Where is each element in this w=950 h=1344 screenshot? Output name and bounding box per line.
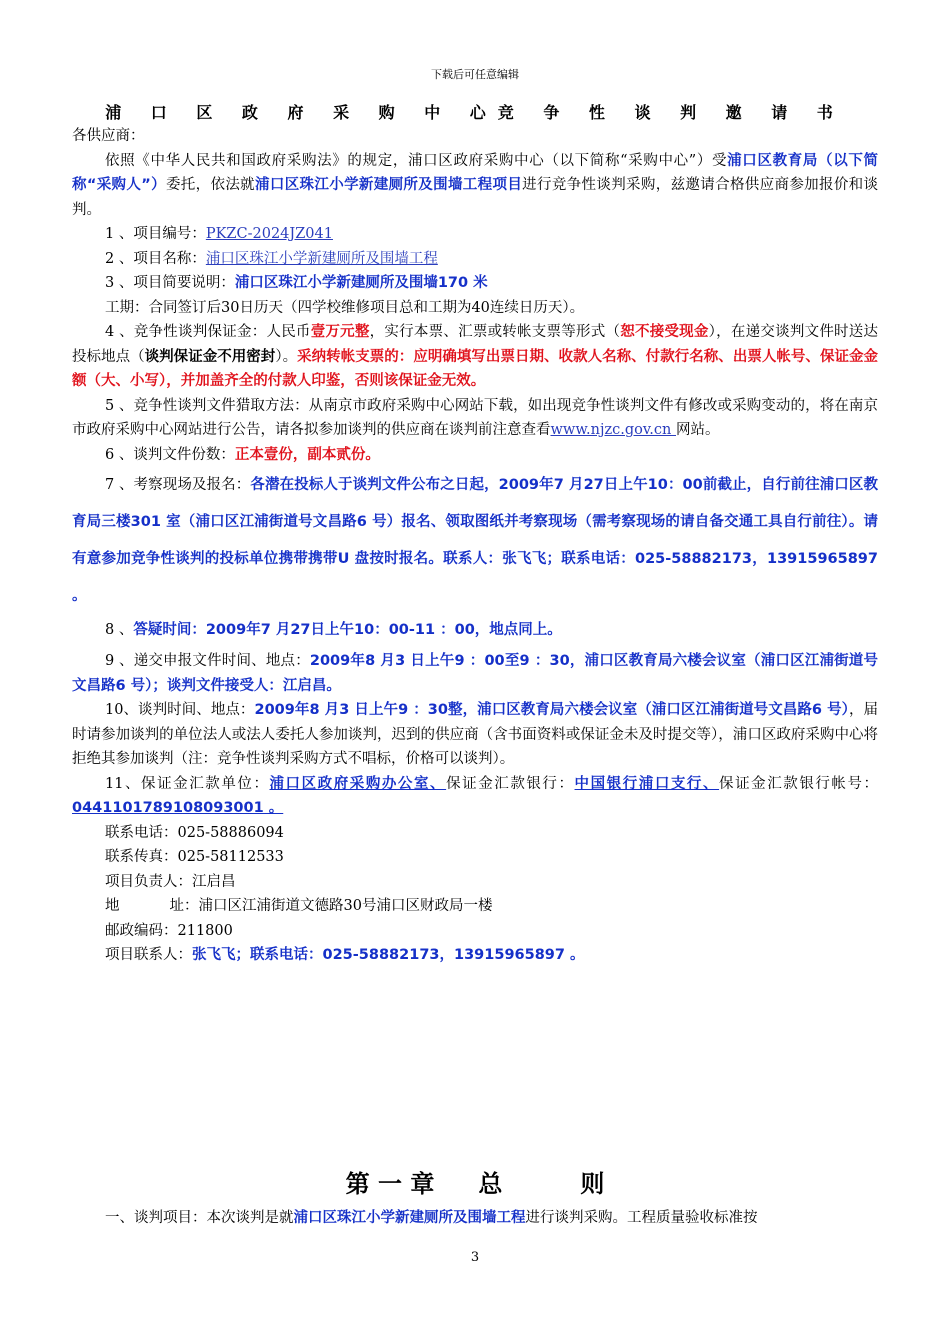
item2-label: 2 、项目名称： [105,250,206,267]
address [72,894,878,919]
contact-label: 项目联系人： [105,947,192,963]
deposit-unit: 浦口区政府采购办公室、 [269,775,447,792]
page-title: 浦 口 区 政 府 采 购 中 心竞 争 性 谈 判 邀 请 书 [105,103,845,122]
item4-no-cash: 恕不接受现金 [620,324,709,340]
item5-a: 5 、竞争性谈判文件猎取方法：从南京市政府采购中心网站下载，如出现竞争性谈判文件有修改或采购变动的，将在南京市政府采购中心网站进行公告，请各拟参加谈判的供应商在谈判前注意查看 [72,397,878,438]
item9-label: 9 、递交申报文件时间、地点： [105,653,310,669]
item-copies [72,443,878,468]
chapter-line-c: 进行谈判采购。工程质量验收标准按 [525,1210,758,1226]
deposit-account-number: 0441101789108093001 。 [72,800,284,816]
item6-value: 正本壹份，副本贰份。 [234,446,380,463]
item7-value: 各潜在投标人于谈判文件公布之日起，2009年7 月27日上午10：00前截止，自行前往浦口区教育局三楼301 室（浦口区江浦街道号文昌路6 号）报名、领取图纸并考察现场（需考察现场的请自备交通工具自行前往）。请有意参加竞争性谈判的投标单位携带携带U 盘按时报名。联系人：张飞飞；联系电话：025-58882173，13915965897 。 [72,477,878,604]
item4-unsealed: 谈判保证金不用密封 [144,348,276,365]
intro-purchaser: 浦口区教育局（以下简称“采购人”） [72,152,878,193]
item-project-name [72,247,878,272]
item11-bank-label: 保证金汇款银行： [446,775,575,792]
item6-label: 6 、谈判文件份数： [105,446,235,463]
intro-paragraph [72,149,878,223]
deposit-bank: 中国银行浦口支行、 [574,775,720,792]
work-time: 工期：合同签订后30日历天（四学校维修项目总和工期为40连续日历天）。 [105,299,585,316]
chapter-word-1: 总 [478,1169,503,1198]
item4-a: 4 、竞争性谈判保证金：人民币 [105,324,311,340]
website-link[interactable]: www.njzc.gov.cn [550,422,676,438]
contact-fax: 联系传真：025-58112533 [105,849,284,865]
item7-label: 7 、考察现场及报名： [105,477,251,493]
item-download [72,394,878,443]
chapter-number: 第 一 章 [345,1169,435,1198]
item10-rest: ，届时请参加谈判的单位法人或法人委托人参加谈判，迟到的供应商（含书面资料或保证金未及时提交等），浦口区政府采购中心将拒绝其参加谈判（注：竞争性谈判采购方式不唱标，价格可以谈判）。 [72,702,879,767]
address-value: 址：浦口区江浦街道文德路30号浦口区财政局一楼 [169,898,493,914]
intro-project: 浦口区珠江小学新建厕所及围墙工程项目 [255,177,523,193]
document-body [72,124,878,968]
item11-acct-label: 保证金汇款银行帐号： [719,775,879,792]
item4-cheque-rule: 采纳转帐支票的：应明确填写出票日期、收款人名称、付款行名称、出票人帐号、保证金金额（大、小写），并加盖齐全的付款人印鉴，否则该保证金无效。 [72,348,879,389]
item-deposit [72,320,878,394]
contact-value: 张飞飞；联系电话：025-58882173，13915965897 。 [192,947,585,963]
item8-label: 8 、 [105,622,134,638]
intro-text-e: 进行竞争性谈判采购，兹邀请合格供应商参加报价和谈判。 [72,177,879,218]
item3-value: 浦口区珠江小学新建厕所及围墙170 米 [234,275,488,291]
item1-label: 1 、项目编号： [105,226,206,242]
item4-g: ）。 [275,348,298,365]
item-registration [72,467,878,615]
intro-text-a: 依照《中华人民共和国政府采购法》的规定，浦口区政府采购中心（以下简称“采购中心”）受 [105,152,728,169]
salutation: 各供应商： [72,128,145,144]
project-leader: 项目负责人：江启昌 [105,873,236,890]
intro-text-c: 委托，依法就 [165,177,256,193]
project-name-link[interactable]: 浦口区珠江小学新建厕所及围墙工程 [205,250,438,267]
item-project-brief [72,271,878,296]
item9-value: 2009年8 月3 日上午9 ：00至9 ：30，浦口区教育局六楼会议室（浦口区江浦街道号文昌路6 号）；谈判文件接受人：江启昌。 [72,653,878,694]
header-note: 下载后可任意编辑 [431,68,519,81]
item4-amount: 壹万元整 [310,324,370,340]
address-label-a: 地 [105,898,120,914]
item5-b: 网站。 [676,422,720,438]
project-number-link[interactable]: PKZC-2024JZ041 [205,226,333,242]
item-qa-time [72,615,878,645]
chapter-heading [0,1164,950,1199]
chapter-line-a: 一、谈判项目：本次谈判是就 [105,1210,294,1226]
item4-c: ，实行本票、汇票或转帐支票等形式（ [369,324,621,340]
chapter-line-project: 浦口区珠江小学新建厕所及围墙工程 [293,1210,526,1226]
item-submission [72,649,878,698]
item3-label: 3 、项目简要说明： [105,275,235,291]
item4-e: ），在递交谈判文件时送达投标地点（ [72,324,879,365]
page-number: 3 [470,1250,480,1265]
zip-code: 邮政编码：211800 [105,922,233,939]
project-contact [72,943,878,968]
item-deposit-account [72,772,878,821]
item-project-number [72,222,878,247]
contact-phone: 联系电话：025-58886094 [105,824,284,841]
item11-label: 11、保证金汇款单位： [105,775,270,792]
chapter-first-line [72,1206,878,1230]
item10-value: 2009年8 月3 日上午9 ：30整，浦口区教育局六楼会议室（浦口区江浦街道号文昌路6 号） [254,702,849,718]
chapter-word-2: 则 [580,1169,605,1198]
item10-label: 10、谈判时间、地点： [105,702,255,718]
item-negotiation [72,698,878,772]
item8-value: 答疑时间：2009年7 月27日上午10：00-11 ：00，地点同上。 [133,622,562,638]
